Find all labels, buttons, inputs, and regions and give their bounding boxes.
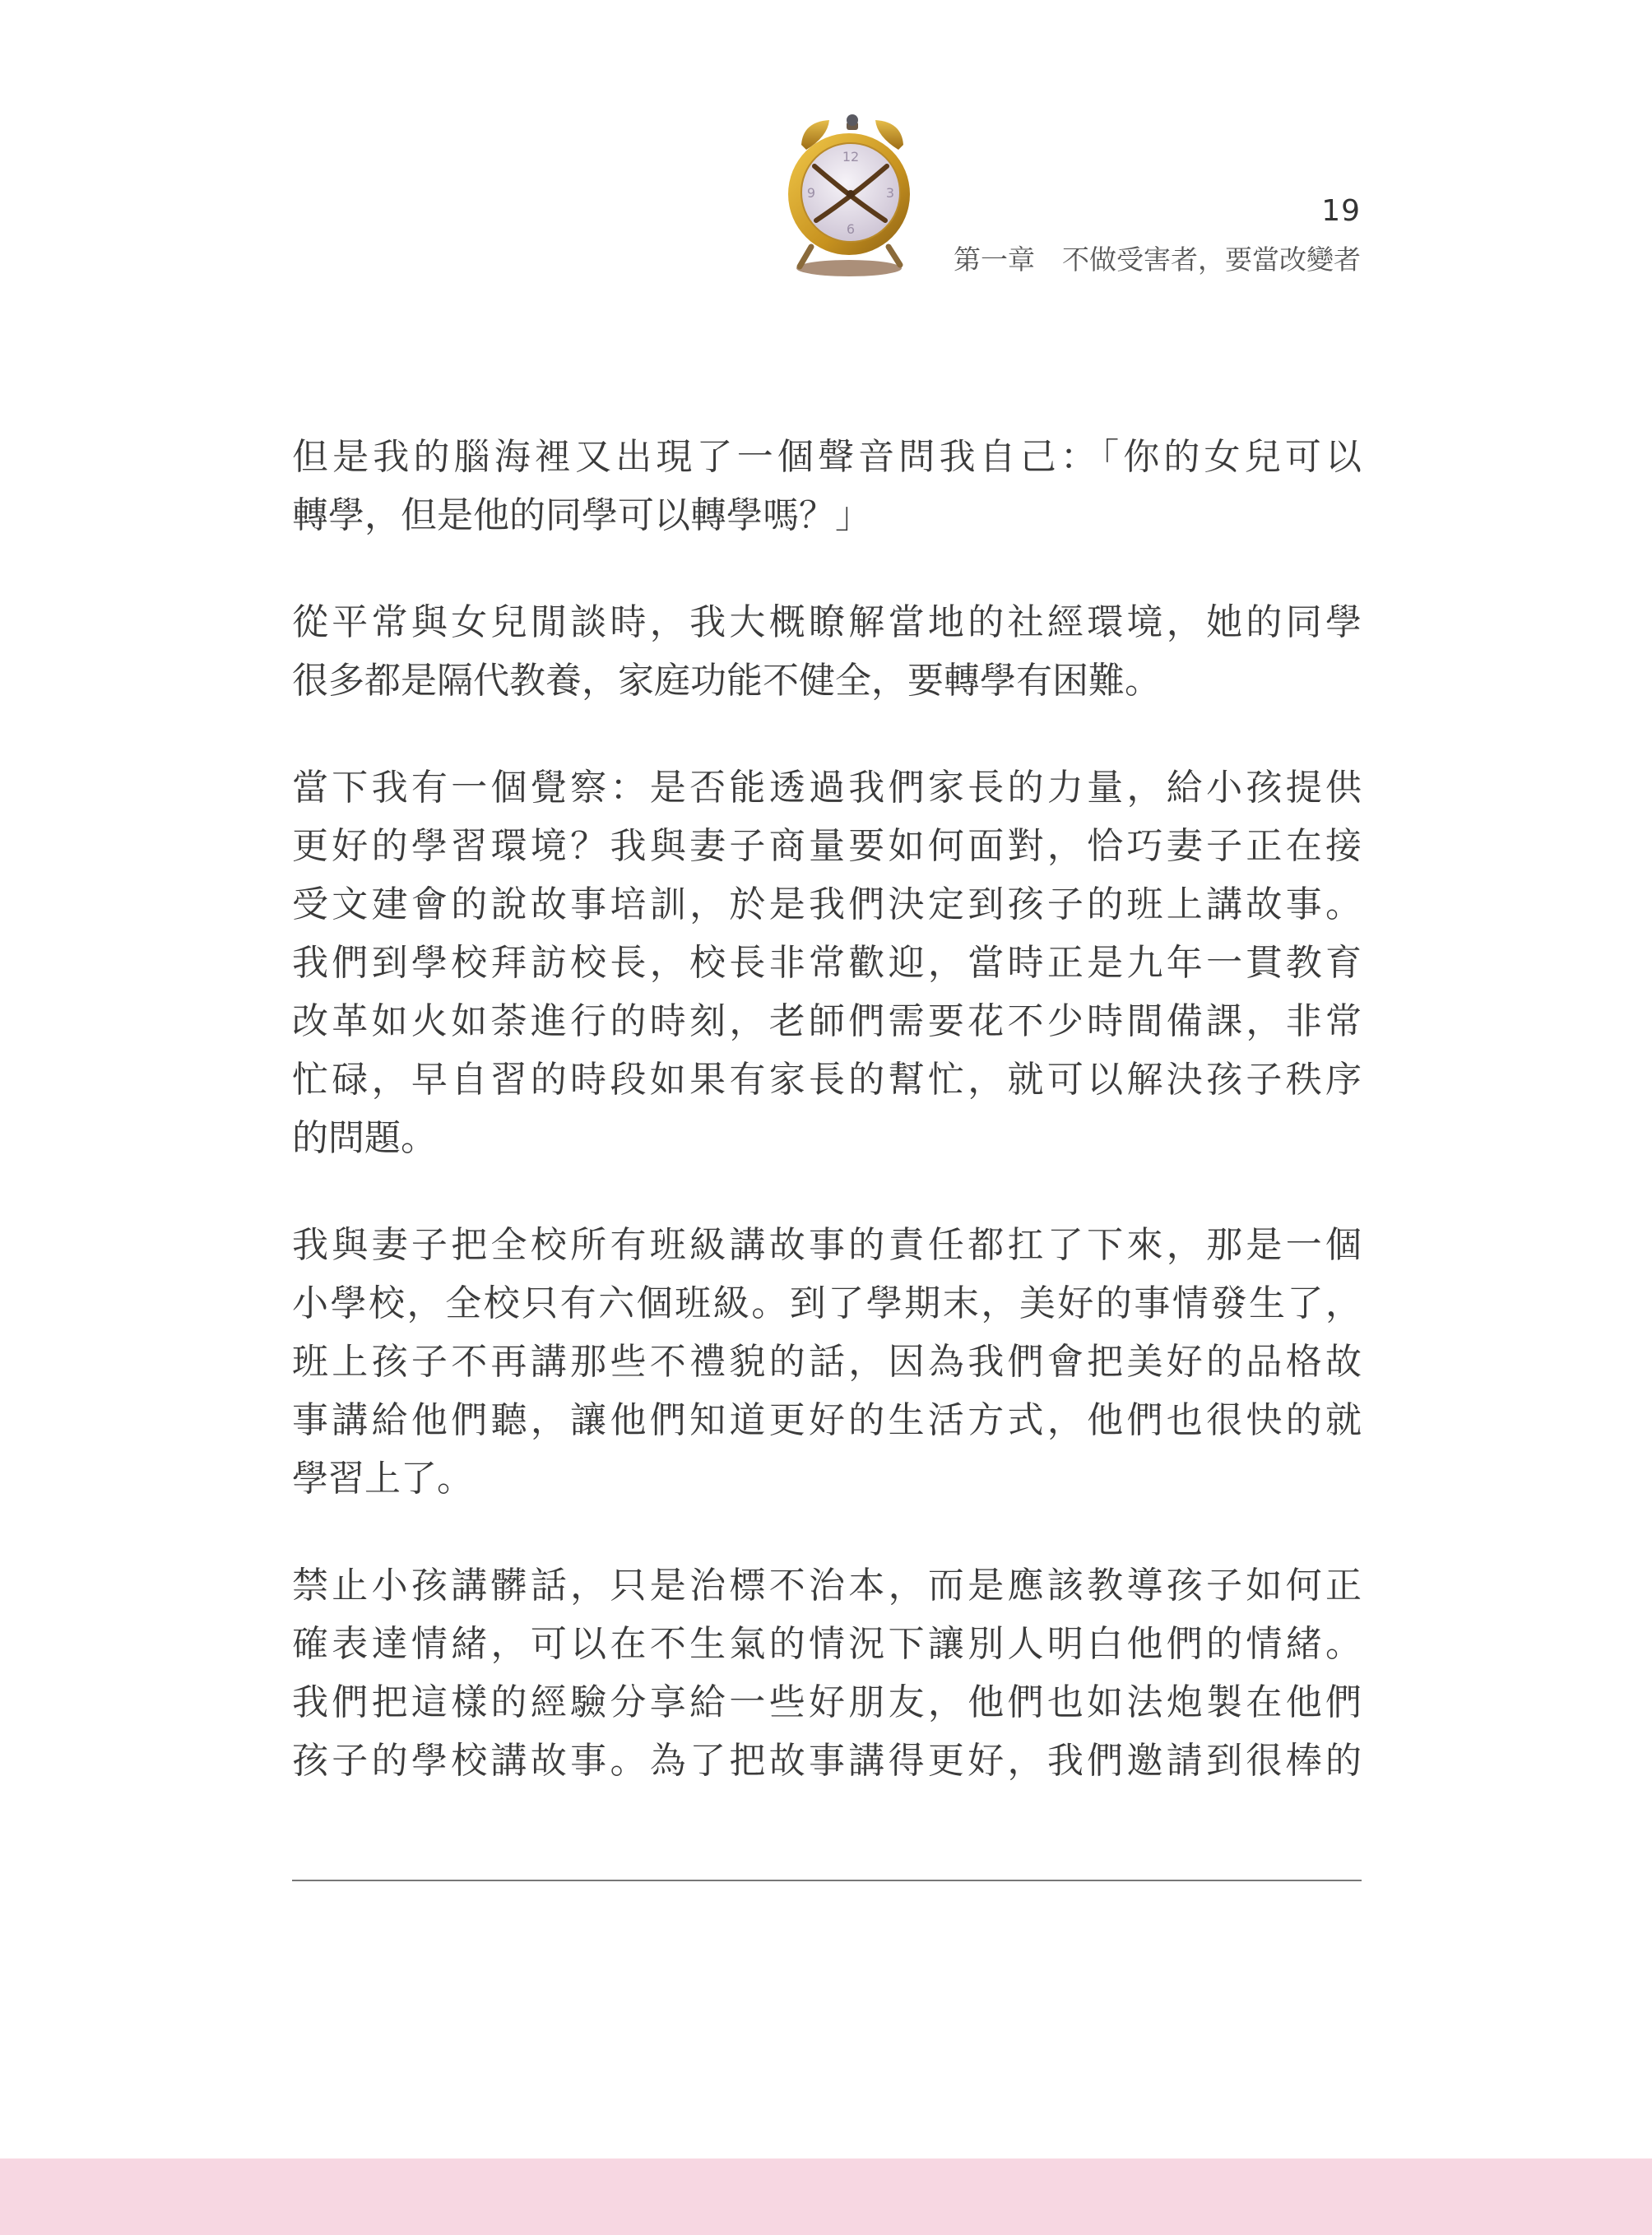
paragraph — [292, 1556, 1362, 1790]
text-line: 孩子的學校講故事。為了把故事講得更好，我們邀請到很棒的 — [292, 1740, 1362, 1782]
text-line: 受文建會的說故事培訓，於是我們決定到孩子的班上講故事。 — [292, 883, 1362, 925]
body-text — [292, 428, 1362, 1839]
page-number: 19 — [1321, 194, 1361, 228]
text-line: 事講給他們聽，讓他們知道更好的生活方式，他們也很快的就 — [292, 1399, 1362, 1441]
text-line: 很多都是隔代教養，家庭功能不健全，要轉學有困難。 — [292, 660, 1161, 702]
paragraph — [292, 1216, 1362, 1508]
paragraph — [292, 758, 1362, 1167]
text-line: 班上孩子不再講那些不禮貌的話，因為我們會把美好的品格故 — [292, 1341, 1362, 1383]
footer-band — [0, 2158, 1652, 2235]
svg-text:3: 3 — [885, 185, 895, 201]
text-line: 我們到學校拜訪校長，校長非常歡迎，當時正是九年一貫教育 — [292, 942, 1362, 984]
text-line: 我與妻子把全校所有班級講故事的責任都扛了下來，那是一個 — [292, 1224, 1362, 1266]
svg-text:12: 12 — [842, 149, 860, 165]
paragraph — [292, 428, 1362, 545]
svg-text:6: 6 — [846, 221, 856, 237]
text-line: 學習上了。 — [292, 1458, 473, 1500]
text-line: 的問題。 — [292, 1117, 437, 1159]
chapter-title: 第一章 不做受害者，要當改變者 — [954, 243, 1361, 276]
alarm-clock-icon — [787, 109, 918, 278]
text-line: 轉學，但是他的同學可以轉學嗎？」 — [292, 494, 871, 536]
paragraph — [292, 593, 1362, 710]
text-line: 改革如火如荼進行的時刻，老師們需要花不少時間備課，非常 — [292, 1000, 1362, 1042]
text-line: 禁止小孩講髒話，只是治標不治本，而是應該教導孩子如何正 — [292, 1565, 1362, 1607]
text-line: 確表達情緒，可以在不生氣的情況下讓別人明白他們的情緒。 — [292, 1623, 1362, 1665]
text-line: 我們把這樣的經驗分享給一些好朋友，他們也如法炮製在他們 — [292, 1681, 1362, 1723]
text-line: 小學校，全校只有六個班級。到了學期末，美好的事情發生了， — [292, 1282, 1362, 1324]
text-line: 更好的學習環境？我與妻子商量要如何面對，恰巧妻子正在接 — [292, 825, 1362, 867]
footer-rule — [292, 1880, 1362, 1881]
svg-text:9: 9 — [806, 185, 816, 201]
text-line: 但是我的腦海裡又出現了一個聲音問我自己：「你的女兒可以 — [292, 436, 1362, 478]
text-line: 從平常與女兒閒談時，我大概瞭解當地的社經環境，她的同學 — [292, 601, 1362, 643]
text-line: 忙碌，早自習的時段如果有家長的幫忙，就可以解決孩子秩序 — [292, 1059, 1362, 1101]
text-line: 當下我有一個覺察：是否能透過我們家長的力量，給小孩提供 — [292, 767, 1362, 809]
